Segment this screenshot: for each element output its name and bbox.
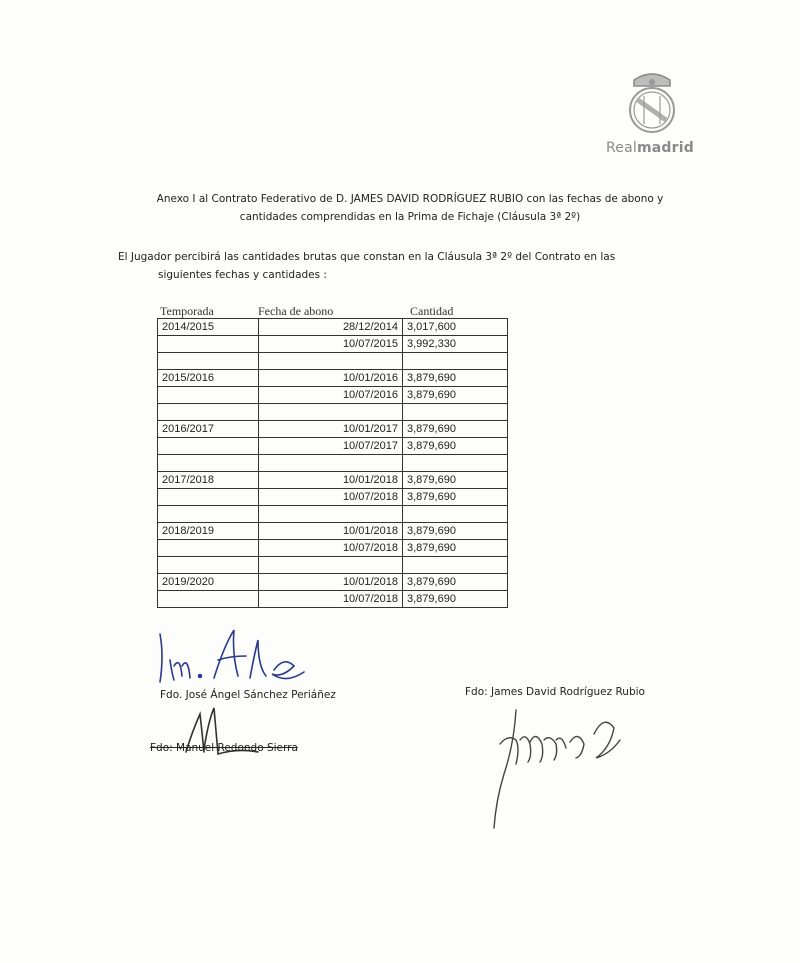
header-season: Temporada [160,304,214,318]
intro-paragraph [118,248,678,284]
intro-line-1: El Jugador percibirá las cantidades brutas que constan en la Cláusula 3ª 2º del Contrato en las [118,251,616,263]
season-cell [158,455,259,472]
season-cell: 2015/2016 [158,370,259,387]
date-cell: 10/01/2016 [259,370,403,387]
season-cell [158,404,259,421]
table-row [158,523,508,540]
table-row [158,387,508,404]
intro-line-2: siguientes fechas y cantidades : [158,269,327,281]
table-row [158,455,508,472]
season-cell: 2018/2019 [158,523,259,540]
title-line-2: cantidades comprendidas en la Prima de Fichaje (Cláusula 3ª 2º) [239,211,581,223]
amount-cell: 3,879,690 [403,540,508,557]
date-cell: 10/01/2017 [259,421,403,438]
amount-cell [403,353,508,370]
table-row [158,489,508,506]
brand-wordmark: Realmadrid [606,140,694,156]
date-cell: 10/01/2018 [259,523,403,540]
header-date: Fecha de abono [258,304,334,318]
date-cell: 28/12/2014 [259,319,403,336]
season-cell: 2019/2020 [158,574,259,591]
amount-cell: 3,879,690 [403,438,508,455]
table-row [158,353,508,370]
season-cell [158,489,259,506]
amount-cell: 3,879,690 [403,387,508,404]
table-row [158,574,508,591]
signature-james [486,704,636,834]
amount-cell: 3,992,330 [403,336,508,353]
season-cell [158,540,259,557]
document-title [120,190,700,226]
payments-table-body [158,319,508,608]
date-cell: 10/07/2018 [259,540,403,557]
table-row [158,472,508,489]
date-cell: 10/07/2015 [259,336,403,353]
date-cell: 10/01/2018 [259,472,403,489]
date-cell: 10/07/2017 [259,438,403,455]
season-cell [158,353,259,370]
amount-cell [403,557,508,574]
title-line-1: Anexo I al Contrato Federativo de D. JAMES DAVID RODRÍGUEZ RUBIO con las fechas de abono y [156,193,664,205]
signature-jose-angel [154,626,324,686]
amount-cell [403,455,508,472]
season-cell: 2016/2017 [158,421,259,438]
season-cell [158,336,259,353]
amount-cell: 3,879,690 [403,370,508,387]
date-cell: 10/07/2016 [259,387,403,404]
table-row [158,421,508,438]
table-row [158,438,508,455]
amount-cell [403,506,508,523]
season-cell [158,557,259,574]
table-row [158,591,508,608]
season-cell [158,438,259,455]
signer-manuel-label: Fdo: Manuel Redondo Sierra [150,742,298,754]
table-row [158,336,508,353]
amount-cell [403,404,508,421]
amount-cell: 3,879,690 [403,574,508,591]
date-cell [259,557,403,574]
table-row [158,319,508,336]
amount-cell: 3,879,690 [403,421,508,438]
amount-cell: 3,879,690 [403,489,508,506]
signer-james-label: Fdo: James David Rodríguez Rubio [465,686,645,698]
season-cell [158,387,259,404]
real-madrid-crest-icon [624,66,680,136]
date-cell [259,404,403,421]
table-row [158,506,508,523]
amount-cell: 3,879,690 [403,523,508,540]
season-cell: 2017/2018 [158,472,259,489]
season-cell [158,591,259,608]
amount-cell: 3,879,690 [403,591,508,608]
season-cell: 2014/2015 [158,319,259,336]
table-row [158,404,508,421]
table-row [158,540,508,557]
date-cell: 10/07/2018 [259,489,403,506]
header-amount: Cantidad [410,304,454,318]
payments-table [157,318,508,608]
date-cell: 10/01/2018 [259,574,403,591]
table-row [158,557,508,574]
date-cell [259,353,403,370]
date-cell: 10/07/2018 [259,591,403,608]
table-row [158,370,508,387]
date-cell [259,455,403,472]
signer-jose-angel-label: Fdo. José Ángel Sánchez Periáñez [160,689,336,701]
season-cell [158,506,259,523]
amount-cell: 3,879,690 [403,472,508,489]
amount-cell: 3,017,600 [403,319,508,336]
date-cell [259,506,403,523]
